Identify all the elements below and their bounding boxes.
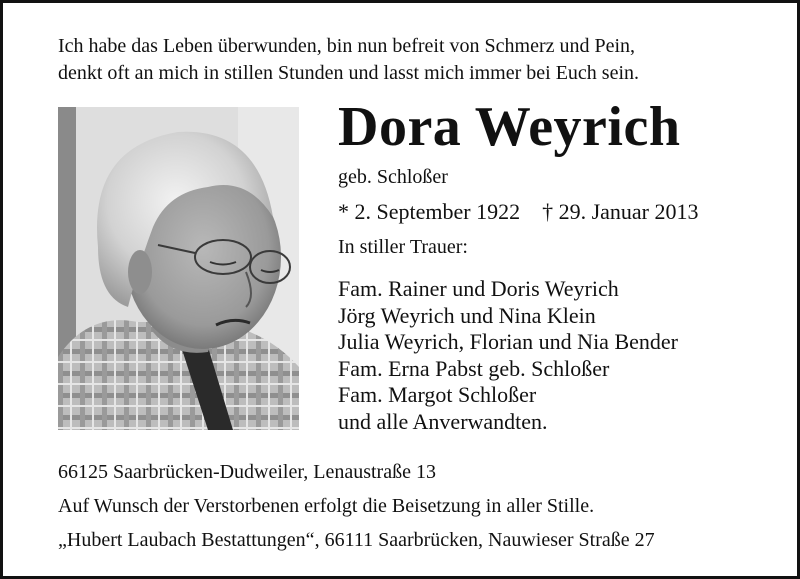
burial-note: Auf Wunsch der Verstorbenen erfolgt die Beisetzung in aller Stille. (58, 495, 595, 517)
maiden-name: geb. Schloßer (338, 166, 448, 188)
mourner-line: und alle Anverwandten. (338, 408, 548, 434)
mourners-list (338, 276, 678, 435)
life-dates (338, 198, 699, 226)
footer-info (58, 455, 655, 557)
mourning-label: In stiller Trauer: (338, 236, 468, 258)
death-date: † 29. Januar 2013 (542, 199, 699, 224)
motto-verse (58, 33, 758, 87)
portrait-photo (58, 107, 299, 430)
birth-date: * 2. September 1922 (338, 199, 521, 224)
mourner-line: Julia Weyrich, Florian und Nia Bender (338, 329, 678, 354)
mourner-line: Jörg Weyrich und Nina Klein (338, 302, 596, 328)
address-line: 66125 Saarbrücken-Dudweiler, Lenaustraße 13 (58, 461, 436, 483)
funeral-home-line: „Hubert Laubach Bestattungen“, 66111 Saarbrücken, Nauwieser Straße 27 (58, 529, 655, 551)
mourner-line: Fam. Erna Pabst geb. Schloßer (338, 355, 610, 381)
motto-line-1: Ich habe das Leben überwunden, bin nun befreit von Schmerz und Pein, (58, 35, 636, 57)
deceased-name: Dora Weyrich (338, 96, 681, 158)
mourner-line: Fam. Rainer und Doris Weyrich (338, 276, 619, 301)
motto-line-2: denkt oft an mich in stillen Stunden und lasst mich immer bei Euch sein. (58, 62, 640, 84)
mourner-line: Fam. Margot Schloßer (338, 382, 537, 407)
